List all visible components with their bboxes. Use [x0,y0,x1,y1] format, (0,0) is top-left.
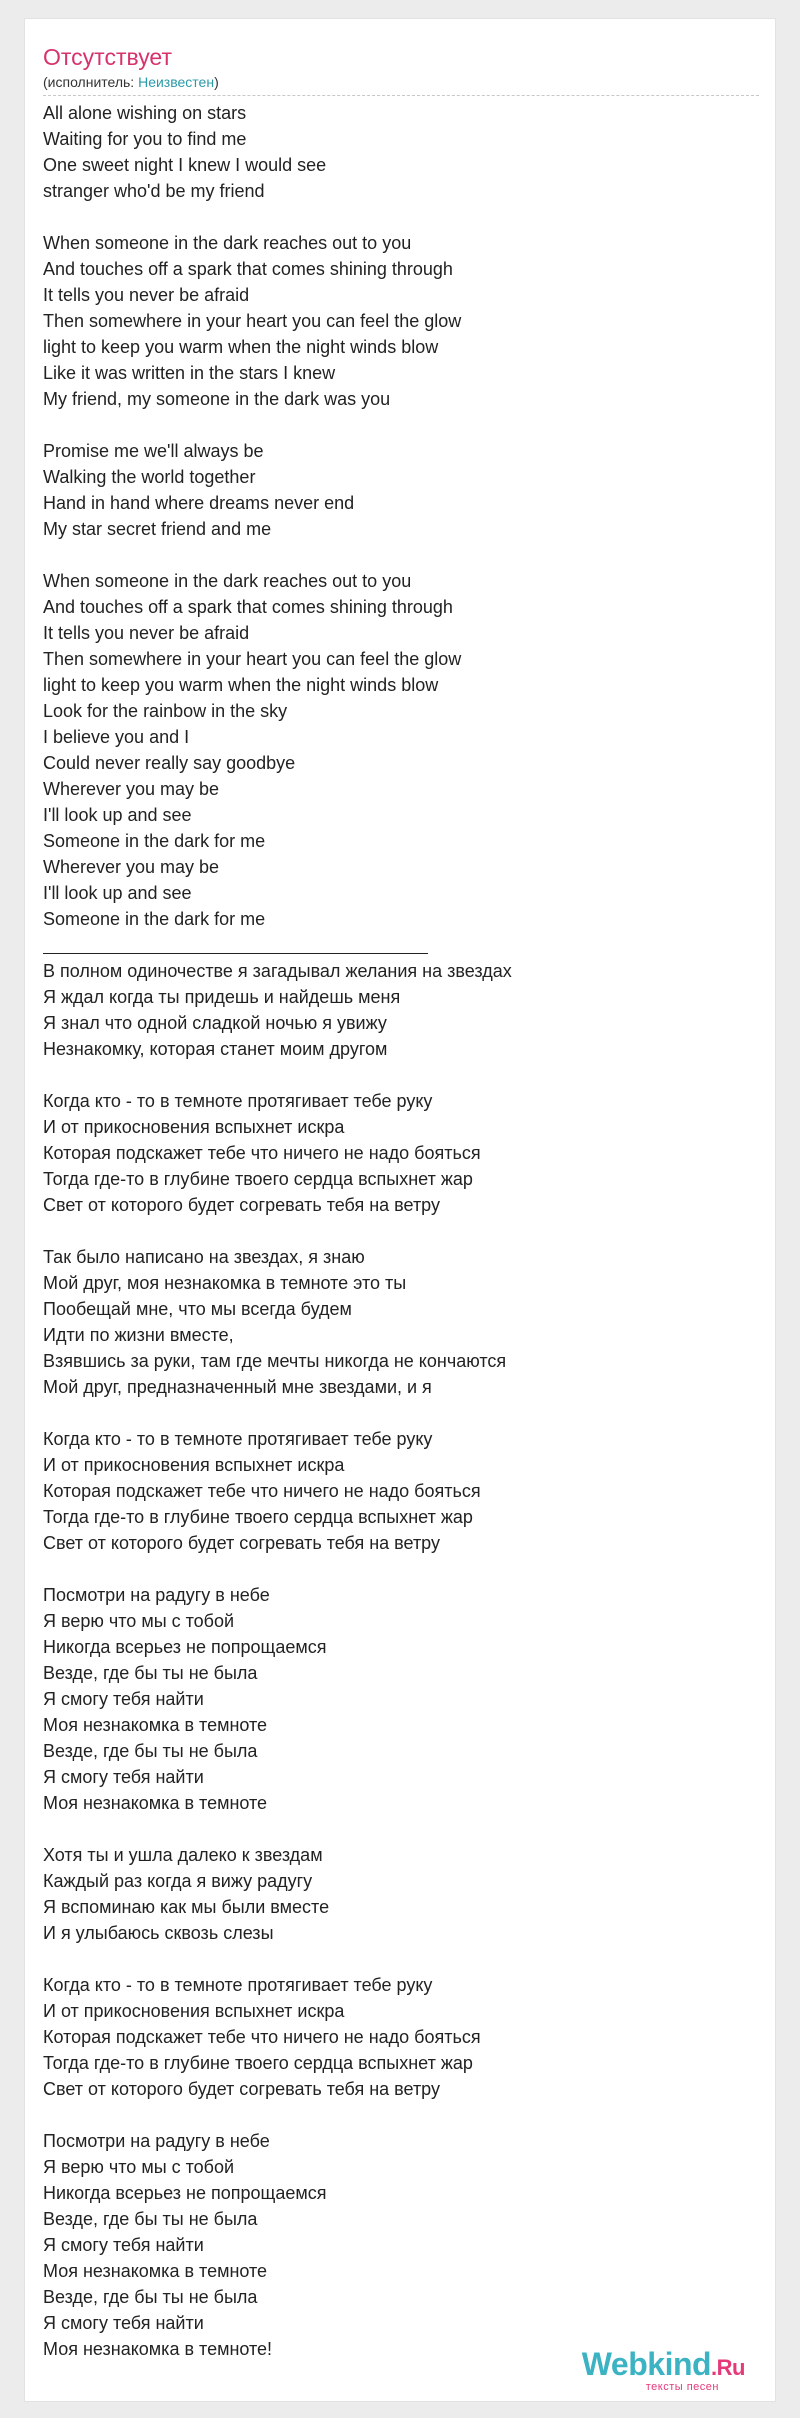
lyric-line: Я ждал когда ты придешь и найдешь меня [43,987,401,1007]
lyric-line: It tells you never be afraid [43,285,250,305]
lyric-line: И от прикосновения вспыхнет искра [43,2001,345,2021]
lyric-line: Идти по жизни вместе, [43,1325,234,1345]
stanza-break [43,2102,759,2128]
lyric-line: stranger who'd be my friend [43,181,265,201]
lyric-line: Then somewhere in your heart you can feel the glow [43,649,462,669]
lyric-line: Мой друг, моя незнакомка в темноте это ты [43,1273,407,1293]
lyric-line: Хотя ты и ушла далеко к звездам [43,1845,323,1865]
stanza-break [43,1062,759,1088]
stanza-break [43,1218,759,1244]
lyric-line: All alone wishing on stars [43,103,247,123]
lyric-line: Like it was written in the stars I knew [43,363,336,383]
lyric-line: And touches off a spark that comes shining through [43,597,453,617]
lyric-line: Пообещай мне, что мы всегда будем [43,1299,352,1319]
lyric-line: Которая подскажет тебе что ничего не надо бояться [43,2027,481,2047]
lyric-line: Я смогу тебя найти [43,1767,204,1787]
lyric-line: Walking the world together [43,467,256,487]
lyric-line: Которая подскажет тебе что ничего не надо бояться [43,1143,481,1163]
lyric-line: Которая подскажет тебе что ничего не надо бояться [43,1481,481,1501]
lyric-line: Wherever you may be [43,779,220,799]
lyric-line: Could never really say goodbye [43,753,296,773]
lyric-line: My friend, my someone in the dark was you [43,389,391,409]
stanza-break [43,542,759,568]
lyric-line: Я верю что мы с тобой [43,1611,235,1631]
lyric-line: Везде, где бы ты не была [43,2287,258,2307]
artist-prefix: (исполнитель: [43,74,139,90]
lyric-line: Wherever you may be [43,857,220,877]
artist-link[interactable]: Неизвестен [138,74,215,90]
lyric-line: Взявшись за руки, там где мечты никогда не кончаются [43,1351,507,1371]
stanza-break [43,204,759,230]
stanza-break [43,1400,759,1426]
song-title: Отсутствует [43,44,172,70]
lyric-line: When someone in the dark reaches out to you [43,571,412,591]
lyric-line: Мой друг, предназначенный мне звездами, и я [43,1377,432,1397]
logo-wordmark [582,2347,745,2385]
lyric-line: Когда кто - то в темноте протягивает тебе руку [43,1975,433,1995]
lyric-line: It tells you never be afraid [43,623,250,643]
lyric-line: Незнакомку, которая станет моим другом [43,1039,388,1059]
lyric-line: Promise me we'll always be [43,441,264,461]
lyric-line: Hand in hand where dreams never end [43,493,355,513]
lyric-line: Каждый раз когда я вижу радугу [43,1871,313,1891]
lyric-line: Моя незнакомка в темноте [43,1793,268,1813]
lyric-line: I'll look up and see [43,805,192,825]
lyric-line: light to keep you warm when the night winds blow [43,675,439,695]
lyrics-content [43,43,759,2362]
lyric-line: И от прикосновения вспыхнет искра [43,1455,345,1475]
stanza-break [43,412,759,438]
lyric-line: Я вспоминаю как мы были вместе [43,1897,330,1917]
lyric-line: Тогда где-то в глубине твоего сердца вспыхнет жар [43,1507,473,1527]
lyric-line: Посмотри на радугу в небе [43,1585,270,1605]
lyric-line: Я смогу тебя найти [43,2235,204,2255]
lyric-line: Никогда всерьез не попрощаемся [43,2183,327,2203]
lyric-line: Then somewhere in your heart you can feel the glow [43,311,462,331]
lyric-line: В полном одиночестве я загадывал желания на звездах [43,961,512,981]
stanza-break [43,1946,759,1972]
lyric-line: Look for the rainbow in the sky [43,701,288,721]
logo-name: Webkind [581,2346,712,2382]
lyrics-page [24,18,776,2402]
lyric-line: My star secret friend and me [43,519,272,539]
logo-tagline: тексты песен [645,2381,719,2393]
lyric-line: Тогда где-то в глубине твоего сердца вспыхнет жар [43,1169,473,1189]
lyric-line: Тогда где-то в глубине твоего сердца вспыхнет жар [43,2053,473,2073]
stanza-break [43,1816,759,1842]
lyric-line: Waiting for you to find me [43,129,247,149]
lyric-line: Я смогу тебя найти [43,1689,204,1709]
logo-tld: .Ru [711,2355,745,2380]
lyric-line: I'll look up and see [43,883,192,903]
lyric-line: And touches off a spark that comes shining through [43,259,453,279]
header-divider [43,95,759,96]
lyric-line: Свет от которого будет согревать тебя на ветру [43,1195,440,1215]
lyric-line: Посмотри на радугу в небе [43,2131,270,2151]
lyrics-separator [43,932,759,958]
lyric-line: Везде, где бы ты не была [43,2209,258,2229]
lyric-line: Моя незнакомка в темноте [43,1715,268,1735]
lyric-line: light to keep you warm when the night winds blow [43,337,439,357]
lyric-line: Когда кто - то в темноте протягивает тебе руку [43,1429,433,1449]
artist-line [43,73,759,91]
lyric-line: One sweet night I knew I would see [43,155,327,175]
lyric-line: И я улыбаюсь сквозь слезы [43,1923,274,1943]
lyric-line: Свет от которого будет согревать тебя на ветру [43,2079,440,2099]
lyric-line: When someone in the dark reaches out to you [43,233,412,253]
artist-suffix: ) [214,74,219,90]
lyric-line: Я смогу тебя найти [43,2313,204,2333]
lyric-line: Someone in the dark for me [43,831,266,851]
lyrics-text [43,100,759,2362]
stanza-break [43,1556,759,1582]
lyric-line: Никогда всерьез не попрощаемся [43,1637,327,1657]
lyric-line: Someone in the dark for me [43,909,266,929]
lyric-line: Моя незнакомка в темноте! [43,2339,273,2359]
lyric-line: И от прикосновения вспыхнет искра [43,1117,345,1137]
lyric-line: Везде, где бы ты не была [43,1663,258,1683]
lyric-line: Когда кто - то в темноте протягивает тебе руку [43,1091,433,1111]
site-logo[interactable] [582,2347,745,2393]
lyric-line: Моя незнакомка в темноте [43,2261,268,2281]
lyric-line: I believe you and I [43,727,190,747]
lyric-line: Свет от которого будет согревать тебя на ветру [43,1533,440,1553]
lyric-line: Я верю что мы с тобой [43,2157,235,2177]
lyric-line: Везде, где бы ты не была [43,1741,258,1761]
lyric-line: Я знал что одной сладкой ночью я увижу [43,1013,387,1033]
lyric-line: Так было написано на звездах, я знаю [43,1247,365,1267]
